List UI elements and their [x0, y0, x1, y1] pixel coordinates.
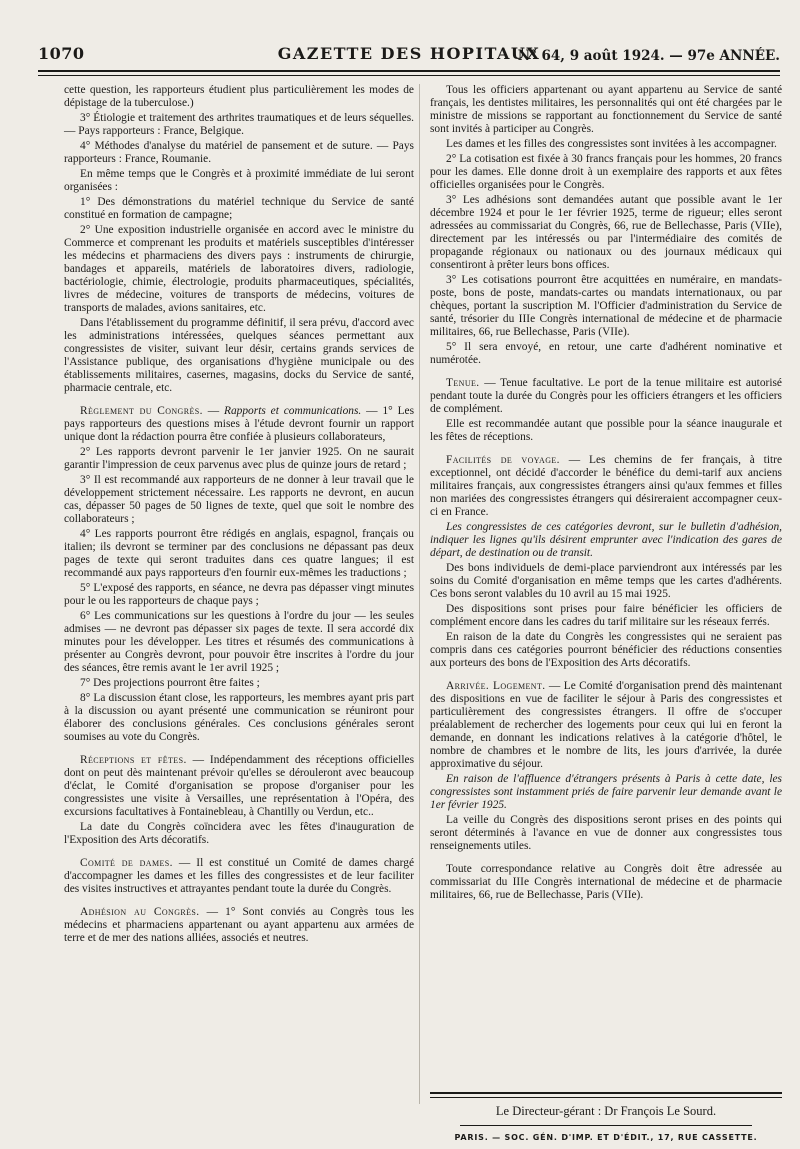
section-heading: Facilités de voyage. [446, 454, 560, 466]
header-rule-thin [38, 75, 780, 76]
paragraph-italic [430, 521, 782, 560]
paragraph: La veille du Congrès des dispositions seront prises en des points qui seront déterminés à l'avance en vue de donner aux congressistes tous renseignements utiles. [430, 814, 782, 852]
paragraph: Dans l'établissement du programme définitif, il sera prévu, d'accord avec les administrations intéressées, quelques séances permettant aux congressistes de visiter, suivant leur désir, certains grands services de l'Assistance publique, des organisations d'hygiène municipale ou des établissements militaires, casernes, magasins, docks du Service de santé, pharmacie centrale, etc. [64, 317, 414, 394]
paragraph: 8° La discussion étant close, les rapporteurs, les membres ayant pris part à la discussion ou ayant présenté une communication se réuniront pour élaborer des conclusions générales. Ces conclusions générales seront soumises au vote du Congrès. [64, 692, 414, 743]
director-line: Le Directeur-gérant : Dr François Le Sourd. [495, 1104, 717, 1118]
paragraph: Des dispositions sont prises pour faire bénéficier les officiers de complément encore dans les cadres du tarif militaire sur les réseaux ferrés. [430, 603, 782, 628]
paragraph: 2° Les rapports devront parvenir le 1er janvier 1925. On ne saurait garantir l'impression de ceux parvenus avec plus de quinze jours de retard ; [64, 446, 414, 471]
paragraph: 4° Méthodes d'analyse du matériel de pansement et de suture. — Pays rapporteurs : France, Roumanie. [64, 140, 414, 165]
paragraph: cette question, les rapporteurs étudient plus particulièrement les modes de dépistage de la tuberculose.) [64, 84, 414, 109]
paragraph: Tenue facultative. Le port de la tenue militaire est autorisé pendant toute la durée du Congrès pour les officiers étrangers et les officiers de complément. [430, 377, 782, 415]
paragraph: En raison de la date du Congrès les congressistes qui ne seraient pas compris dans ces catégories pourront bénéficier des réductions consenties aux porteurs des bons de l'Exposition des Arts décoratifs. [430, 631, 782, 669]
issue-info: N° 64, 9 août 1924. — 97e ANNÉE. [517, 48, 780, 64]
paragraph: 2° La cotisation est fixée à 30 francs français pour les hommes, 20 francs pour les dames. Elle donne droit à un exemplaire des rapports et aux fêtes officielles organisées pour le Congrès. [430, 153, 782, 191]
section-adhesion: Adhésion au Congrès. — 1° Sont conviés au Congrès tous les médecins et pharmaciens appartenant ou ayant appartenu aux armées de terre et de mer des nations alliées, associés et neutres. [64, 906, 414, 944]
page-header [38, 36, 780, 76]
paragraph: 5° L'exposé des rapports, en séance, ne devra pas dépasser vingt minutes pour le ou les rapporteurs de chaque pays ; [64, 582, 414, 607]
section-heading: Tenue. [446, 377, 480, 389]
section-receptions: Réceptions et fêtes. — Indépendamment des réceptions officielles dont on peut dès maintenant prévoir qu'elles se dérouleront avec beaucoup d'éclat, le Comité d'organisation se propose d'organiser pour les congressistes une visite à Versailles, une représentation à l'Opéra, des excursions facultatives à Fontainebleau, à Chantilly ou Verdun, etc.. [64, 754, 415, 818]
paragraph: Des bons individuels de demi-place parviendront aux intéressés par les soins du Comité d'organisation en même temps que les cartes d'adhérents. Ces bons seront valables du 10 avril au 15 mai 1925. [430, 562, 782, 600]
paragraph: 3° Les adhésions sont demandées autant que possible avant le 1er décembre 1924 et pour le 1er février 1925, terme de rigueur; elles seront adressées au commissariat du Congrès, 66, rue de Bellechasse, Paris (VIIe), directement par les intéressés ou par l'intermédiaire des comités de propagande régionaux ou nationaux ou des journaux médicaux qui consentiront à prêter leurs bons offices. [430, 194, 782, 271]
paragraph: Le Comité d'organisation prend dès maintenant des dispositions en vue de faciliter le séjour à Paris des congressistes et particulièrement des congressistes étrangers. Il offre de s'occuper préalablement de rechercher des logements pour ceux qui lui en feront la demande, en donnant les indications relatives à la catégorie d'hôtel, le nombre de chambres et le nombre de lits, les jours d'arrivée, la durée approximative du séjour. [430, 680, 782, 770]
paragraph: En même temps que le Congrès et à proximité immédiate de lui seront organisées : [64, 168, 414, 193]
paragraph: 1° Les pays rapporteurs des questions mises à l'étude devront fournir un rapport unique dont la rédaction pourra être confiée à plusieurs collaborateurs, [64, 405, 415, 443]
paragraph: 3° Il est recommandé aux rapporteurs de ne donner à leur travail que le développement strictement nécessaire. Les rapports ne devront, en aucun cas, dépasser 50 pages de 50 lignes de texte, quel que soit le nombre des collaborateurs ; [64, 474, 414, 525]
printer-line: PARIS. — SOC. GÉN. D'IMP. ET D'ÉDIT., 17, RUE CASSETTE. [454, 1133, 758, 1142]
paragraph: Les congressistes de ces catégories devront, sur le bulletin d'adhésion, indiquer les lignes qu'ils désirent emprunter avec l'indication des gares de départ, de destination ou de transit. [430, 521, 782, 559]
section-heading: Comité de dames. [80, 857, 173, 869]
paragraph: 1° Des démonstrations du matériel technique du Service de santé constitué en formation de campagne; [64, 196, 414, 221]
section-comite: Comité de dames. — Il est constitué un Comité de dames chargé d'accompagner les dames et les filles des congressistes et de leur faciliter des visites instructives et attrayantes pendant toute la durée du Congrès. [64, 857, 414, 895]
section-arrivee: Arrivée. Logement. — Le Comité d'organisation prend dès maintenant des dispositions en vue de faciliter le séjour à Paris des congressistes et particulièrement des congressistes étrangers. Il offre de s'occuper préalablement de rechercher des logements pour ceux qui lui en feront la demande, en donnant les indications relatives à la catégorie d'hôtel, le nombre de chambres et le nombre de lits, les jours d'arrivée, la durée approximative du séjour. [430, 680, 782, 770]
section-heading: Adhésion au Congrès. [80, 906, 200, 918]
column-divider [419, 84, 420, 1104]
paragraph: 1° Sont conviés au Congrès tous les médecins et pharmaciens appartenant ou ayant appartenu aux armées de terre et de mer des nations alliées, associés et neutres. [64, 906, 414, 944]
left-column [64, 84, 414, 947]
paragraph-italic [430, 773, 782, 812]
footer-rule-thick [430, 1092, 782, 1094]
paragraph: Les chemins de fer français, à titre exceptionnel, ont décidé d'accorder le bénéfice du demi-tarif aux anciens militaires français, aux congressistes étrangers ainsi qu'aux femmes et filles non mariées des congressistes étrangers qui désireraient accompagner ceux-ci en France. [430, 454, 783, 518]
paragraph: 7° Des projections pourront être faites ; [80, 677, 260, 689]
paragraph: Tous les officiers appartenant ou ayant appartenu au Service de santé français, les dentistes militaires, les personnalités qui ont été chargées par le ministre de missions se rapportant au fonctionnement du Service de santé sont invités à participer au Congrès. [430, 84, 782, 135]
paragraph: Elle est recommandée autant que possible pour la séance inaugurale et les fêtes de réceptions. [430, 418, 782, 443]
footer-rule-thin [430, 1097, 782, 1098]
paragraph: La date du Congrès coïncidera avec les fêtes d'inauguration de l'Exposition des Arts décoratifs. [64, 821, 414, 846]
section-reglement: Règlement du Congrès. — Rapports et communications. — 1° Les pays rapporteurs des questions mises à l'étude devront fournir un rapport unique dont la rédaction pourra être confiée à plusieurs collaborateurs, [64, 405, 415, 443]
paragraph: Les dames et les filles des congressistes sont invitées à les accompagner. [446, 138, 777, 150]
paragraph: 4° Les rapports pourront être rédigés en anglais, espagnol, français ou italien; ils devront se terminer par des conclusions ne dépassant pas deux pages de texte qui seront traduites dans ces quatre langues; il est recommandé aux pays rapporteurs d'en fournir eux-mêmes les traductions ; [64, 528, 414, 579]
paragraph: Il est constitué un Comité de dames chargé d'accompagner les dames et les filles des congressistes et de leur faciliter des visites instructives et attrayantes pendant toute la durée du Congrès. [64, 857, 414, 895]
journal-title: GAZETTE DES HOPITAUX [277, 44, 541, 63]
section-facilites: Facilités de voyage. — Les chemins de fer français, à titre exceptionnel, ont décidé d'accorder le bénéfice du demi-tarif aux anciens militaires français, aux congressistes étrangers ainsi qu'aux femmes et filles non mariées des congressistes étrangers qui désireraient accompagner ceux-ci en France. [430, 454, 783, 518]
paragraph: 3° Étiologie et traitement des arthrites traumatiques et de leurs séquelles. — Pays rapporteurs : France, Belgique. [64, 112, 414, 137]
paragraph: 5° Il sera envoyé, en retour, une carte d'adhérent nominative et numérotée. [430, 341, 782, 366]
section-heading: Règlement du Congrès. [80, 405, 203, 417]
section-heading: Arrivée. Logement. [446, 680, 546, 692]
right-column [430, 84, 782, 904]
paragraph: En raison de l'affluence d'étrangers présents à Paris à cette date, les congressistes sont instamment priés de faire parvenir leur demande avant le 1er février 1925. [430, 773, 782, 811]
section-subheading: Rapports et communications. [224, 405, 362, 417]
paragraph: 6° Les communications sur les questions à l'ordre du jour — les seules admises — ne devront pas dépasser six pages de texte. Il sera accordé dix minutes pour les développer. Les titres et résumés des communications à présenter au Congrès devront, pour pouvoir être inscrites à l'ordre du jour des séances, être remis avant le 1er avril 1925 ; [64, 610, 414, 674]
paragraph: 3° Les cotisations pourront être acquittées en numéraire, en mandats-poste, bons de poste, mandats-cartes ou mandats internationaux, ou par chèques, portant la suscription M. l'Officier d'administration du Service de santé, trésorier du IIIe Congrès international de médecine et de pharmacie militaires, 66, rue Bellechasse, Paris (VIIe). [430, 274, 782, 338]
header-rule-thick [38, 70, 780, 72]
footer-rule-short [460, 1125, 752, 1126]
page-number: 1070 [38, 44, 85, 63]
section-tenue: Tenue. — Tenue facultative. Le port de la tenue militaire est autorisé pendant toute la durée du Congrès pour les officiers étrangers et les officiers de complément. [430, 377, 782, 415]
paragraph: Toute correspondance relative au Congrès doit être adressée au commissariat du IIIe Congrès international de médecine et de pharmacie militaires, 66, rue de Bellechasse, Paris (VIIe). [430, 863, 782, 901]
page-footer [430, 1092, 782, 1142]
section-heading: Réceptions et fêtes. [80, 754, 187, 766]
paragraph: 2° Une exposition industrielle organisée en accord avec le ministre du Commerce et comprenant les produits et matériels susceptibles d'intéresser les médecins et pharmaciens des divers pays : instruments de chirurgie, bandages et appareils, matériels de laboratoires divers, radiologie, bactériologie, chimie, électrologie, produits pharmaceutiques, spécialités, livres de médecine, voitures de transports de médecins, voitures de transports de malades, avions sanitaires, etc. [64, 224, 414, 314]
paragraph: Indépendamment des réceptions officielles dont on peut dès maintenant prévoir qu'elles se dérouleront avec beaucoup d'éclat, le Comité d'organisation se propose d'organiser pour les congressistes une visite à Versailles, une représentation à l'Opéra, des excursions facultatives à Fontainebleau, à Chantilly ou Verdun, etc.. [64, 754, 415, 818]
